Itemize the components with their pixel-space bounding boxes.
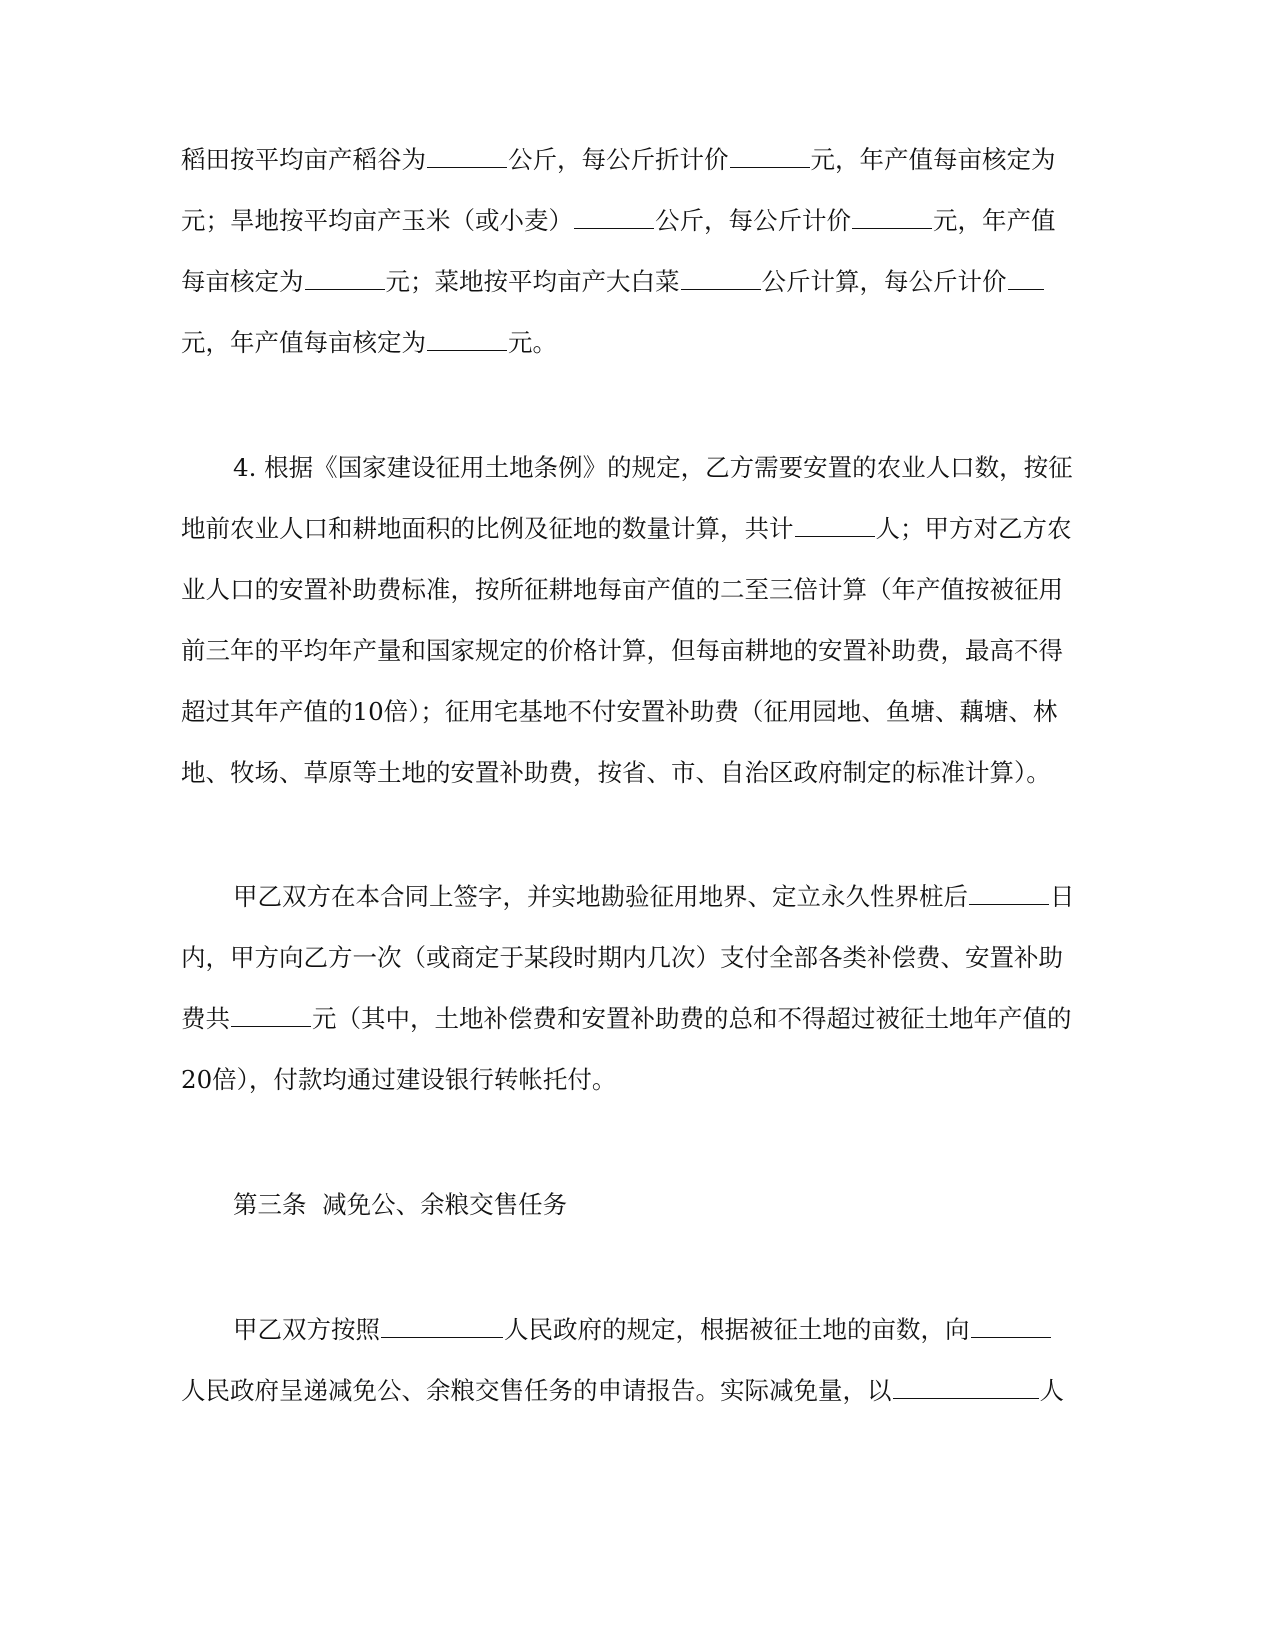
- text: 公斤，每公斤计价: [655, 206, 851, 235]
- blank-field: [730, 143, 810, 168]
- yield-line-2: [181, 204, 1093, 238]
- text: 4. 根据《国家建设征用土地条例》的规定，乙方需要安置的农业人口数，按征: [233, 453, 1073, 482]
- article3-heading: [233, 1188, 1093, 1222]
- grain-line-2: [181, 1374, 1093, 1408]
- text: 元，年产值每亩核定为: [810, 145, 1056, 174]
- blank-field: [427, 143, 507, 168]
- blank-field: [381, 1313, 503, 1338]
- text: 甲乙双方在本合同上签字，并实地勘验征用地界、定立永久性界桩后: [233, 882, 968, 911]
- resettlement-line-1: [233, 451, 1093, 485]
- text: 稻田按平均亩产稻谷为: [181, 145, 426, 174]
- text: 元；旱地按平均亩产玉米（或小麦）: [181, 206, 573, 235]
- text: 每亩核定为: [181, 267, 304, 296]
- yield-line-4: [181, 326, 1093, 360]
- text: 公斤计算，每公斤计价: [761, 267, 1007, 296]
- blank-field: [795, 512, 875, 537]
- text: 元，年产值: [933, 206, 1056, 235]
- text: 超过其年产值的10倍）；征用宅基地不付安置补助费（征用园地、鱼塘、藕塘、林: [181, 697, 1058, 726]
- text: 第三条 减免公、余粮交售任务: [233, 1190, 568, 1219]
- blank-field: [852, 204, 932, 229]
- blank-field: [969, 880, 1049, 905]
- blank-field: [971, 1313, 1051, 1338]
- text: 内，甲方向乙方一次（或商定于某段时期内几次）支付全部各类补偿费、安置补助: [181, 943, 1063, 972]
- text: 地、牧场、草原等土地的安置补助费，按省、市、自治区政府制定的标准计算）。: [181, 758, 1051, 787]
- text: 人民政府呈递减免公、余粮交售任务的申请报告。实际减免量，以: [181, 1376, 892, 1405]
- text: 日: [1050, 882, 1075, 911]
- text: 公斤，每公斤折计价: [508, 145, 729, 174]
- blank-field: [681, 265, 761, 290]
- resettlement-line-2: [181, 512, 1093, 546]
- blank-field: [893, 1374, 1039, 1399]
- text: 地前农业人口和耕地面积的比例及征地的数量计算，共计: [181, 514, 794, 543]
- text: 前三年的平均年产量和国家规定的价格计算，但每亩耕地的安置补助费，最高不得: [181, 636, 1063, 665]
- text: 20倍），付款均通过建设银行转帐托付。: [181, 1065, 617, 1094]
- text: 费共: [181, 1004, 230, 1033]
- blank-field: [1008, 265, 1044, 290]
- text: 元。: [508, 328, 557, 357]
- text: 人: [1039, 1376, 1064, 1405]
- resettlement-line-3: [181, 573, 1093, 607]
- resettlement-line-5: [181, 695, 1093, 729]
- yield-line-3: [181, 265, 1093, 299]
- blank-field: [305, 265, 385, 290]
- payment-line-2: [181, 941, 1093, 975]
- payment-line-1: [233, 880, 1093, 914]
- blank-field: [231, 1002, 311, 1027]
- resettlement-line-4: [181, 634, 1093, 668]
- grain-line-1: [233, 1313, 1093, 1347]
- blank-field: [574, 204, 654, 229]
- blank-field: [427, 326, 507, 351]
- payment-line-4: [181, 1063, 1093, 1097]
- text: 业人口的安置补助费标准，按所征耕地每亩产值的二至三倍计算（年产值按被征用: [181, 575, 1063, 604]
- text: 元；菜地按平均亩产大白菜: [385, 267, 680, 296]
- text: 甲乙双方按照: [233, 1315, 380, 1344]
- text: 元（其中，土地补偿费和安置补助费的总和不得超过被征土地年产值的: [312, 1004, 1072, 1033]
- payment-line-3: [181, 1002, 1093, 1036]
- text: 人民政府的规定，根据被征土地的亩数，向: [504, 1315, 970, 1344]
- text: 元，年产值每亩核定为: [181, 328, 426, 357]
- text: 人；甲方对乙方农: [875, 514, 1072, 543]
- resettlement-line-6: [181, 756, 1093, 790]
- yield-line-1: [181, 143, 1093, 177]
